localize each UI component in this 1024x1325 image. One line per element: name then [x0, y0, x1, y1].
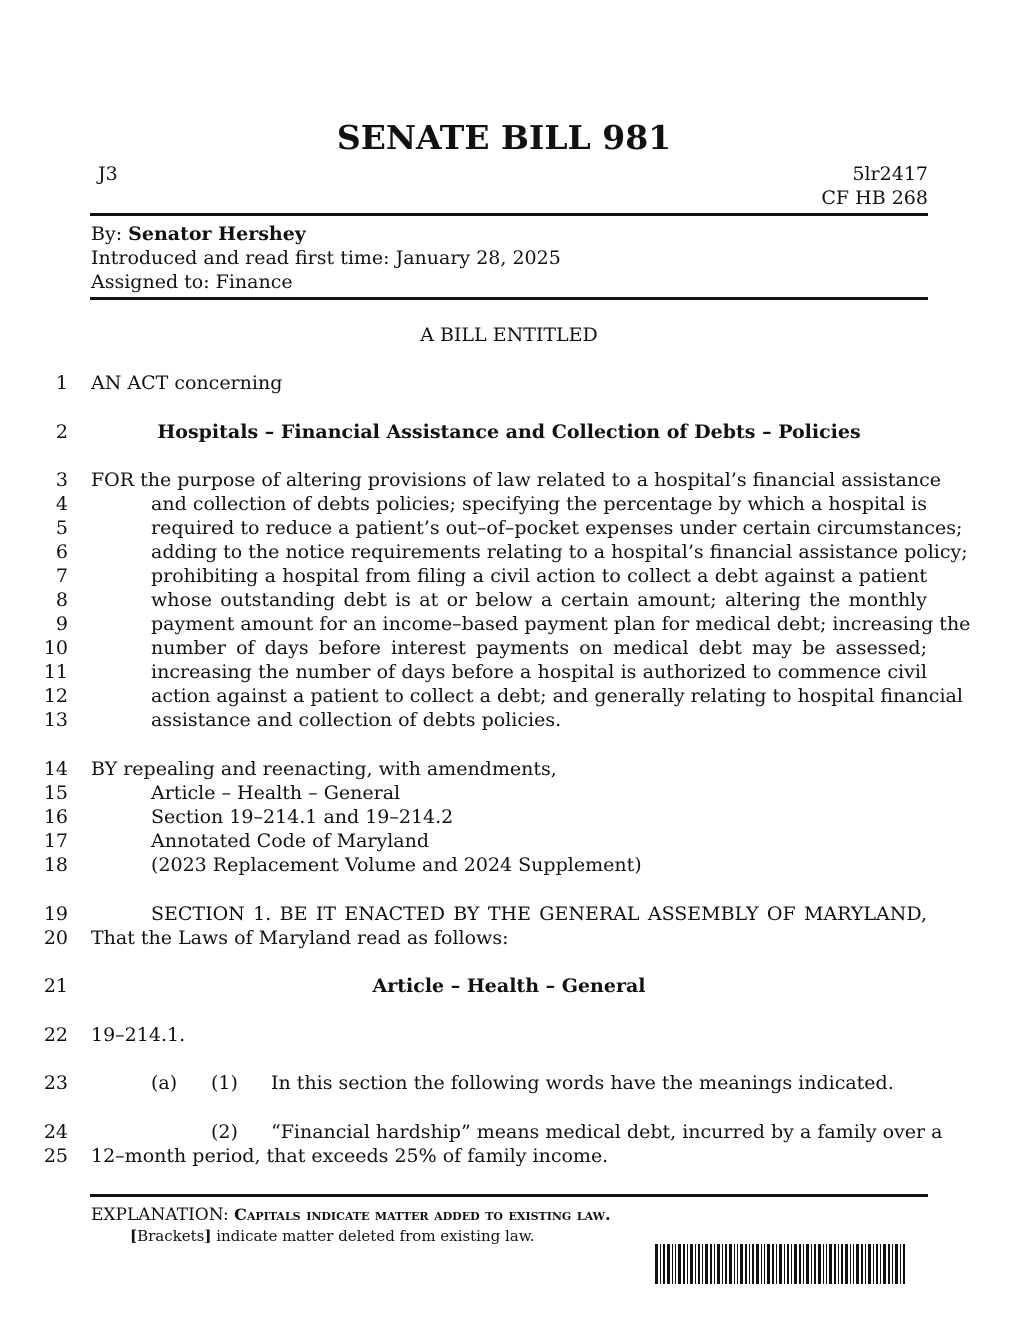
line-number: 10: [43, 637, 68, 659]
explanation-capitals: Capitals indicate matter added to existing law.: [234, 1205, 611, 1224]
purpose-line: and collection of debts policies; specifying the percentage by which a hospital is: [151, 493, 927, 515]
bracket-open: [: [130, 1227, 138, 1245]
brackets-line: [130, 1226, 535, 1246]
paragraph-2-text-cont: 12–month period, that exceeds 25% of family income.: [91, 1145, 609, 1167]
line-number: 6: [55, 541, 68, 563]
purpose-line: FOR the purpose of altering provisions of law related to a hospital’s financial assistance: [91, 469, 941, 491]
line-number: 18: [43, 854, 68, 876]
enacting-clause-cont: That the Laws of Maryland read as follows:: [91, 927, 509, 949]
assigned-line: Assigned to: Finance: [91, 271, 293, 293]
purpose-line: prohibiting a hospital from filing a civil action to collect a debt against a patient: [151, 565, 927, 587]
purpose-line: adding to the notice requirements relating to a hospital’s financial assistance policy;: [151, 541, 968, 563]
line-number: 15: [43, 782, 68, 804]
drafting-number: 5lr2417: [852, 163, 928, 185]
purpose-line: number of days before interest payments on medical debt may be assessed;: [151, 637, 927, 659]
line-number: 19: [43, 903, 68, 925]
article-heading: Article – Health – General: [372, 975, 646, 997]
line-number: 13: [43, 709, 68, 731]
by-label: By:: [91, 223, 129, 245]
line-number: 20: [43, 927, 68, 949]
line-number: 22: [43, 1024, 68, 1046]
code-volume: (2023 Replacement Volume and 2024 Supplement): [151, 854, 642, 876]
line-number: 17: [43, 830, 68, 852]
purpose-line: increasing the number of days before a hospital is authorized to commence civil: [151, 661, 927, 683]
paragraph-1: (1): [211, 1072, 238, 1094]
explanation-label: EXPLANATION:: [91, 1205, 235, 1225]
bill-subject: Hospitals – Financial Assistance and Collection of Debts – Policies: [157, 421, 861, 443]
section-number: 19–214.1.: [91, 1024, 186, 1046]
brackets-explanation: indicate matter deleted from existing law.: [211, 1227, 535, 1245]
introduced-line: Introduced and read first time: January 28, 2025: [91, 247, 561, 269]
subject-code: J3: [98, 163, 118, 185]
bracket-close: ]: [204, 1227, 212, 1245]
act-concerning: AN ACT concerning: [91, 372, 283, 394]
subsection-a: (a): [151, 1072, 178, 1094]
line-number: 12: [43, 685, 68, 707]
bill-entitled: A BILL ENTITLED: [420, 324, 598, 346]
paragraph-1-text: In this section the following words have the meanings indicated.: [271, 1072, 894, 1094]
header-rule-top: [90, 213, 928, 216]
purpose-line: payment amount for an income–based payment plan for medical debt; increasing the: [151, 613, 971, 635]
by-repealing: BY repealing and reenacting, with amendments,: [91, 758, 557, 780]
line-number: 24: [43, 1121, 68, 1143]
purpose-line: whose outstanding debt is at or below a certain amount; altering the monthly: [151, 589, 927, 611]
explanation-line: [91, 1204, 611, 1226]
line-number: 8: [55, 589, 68, 611]
line-number: 2: [55, 421, 68, 443]
code-name: Annotated Code of Maryland: [151, 830, 430, 852]
line-number: 25: [43, 1145, 68, 1167]
affected-sections: Section 19–214.1 and 19–214.2: [151, 806, 454, 828]
line-number: 21: [43, 975, 68, 997]
barcode: [655, 1244, 905, 1284]
line-number: 11: [43, 661, 68, 683]
line-number: 23: [43, 1072, 68, 1094]
header-rule-bottom: [90, 297, 928, 300]
enacting-clause: SECTION 1. BE IT ENACTED BY THE GENERAL ASSEMBLY OF MARYLAND,: [151, 903, 927, 925]
footer-rule: [90, 1194, 928, 1197]
line-number: 4: [55, 493, 68, 515]
line-number: 9: [55, 613, 68, 635]
line-number: 5: [55, 517, 68, 539]
purpose-line: action against a patient to collect a debt; and generally relating to hospital financial: [151, 685, 963, 707]
line-number: 1: [55, 372, 68, 394]
paragraph-2: (2): [211, 1121, 238, 1143]
line-number: 14: [43, 758, 68, 780]
purpose-line: required to reduce a patient’s out–of–pocket expenses under certain circumstances;: [151, 517, 963, 539]
line-number: 7: [55, 565, 68, 587]
brackets-word: Brackets: [137, 1227, 205, 1245]
affected-article: Article – Health – General: [151, 782, 401, 804]
line-number: 3: [55, 469, 68, 491]
sponsor-line: [91, 222, 306, 246]
paragraph-2-text: “Financial hardship” means medical debt, incurred by a family over a: [271, 1121, 943, 1143]
sponsor-name: Senator Hershey: [128, 223, 306, 245]
cross-file: CF HB 268: [821, 187, 928, 209]
line-number: 16: [43, 806, 68, 828]
purpose-line: assistance and collection of debts policies.: [151, 709, 562, 731]
page-title: SENATE BILL 981: [336, 118, 672, 157]
